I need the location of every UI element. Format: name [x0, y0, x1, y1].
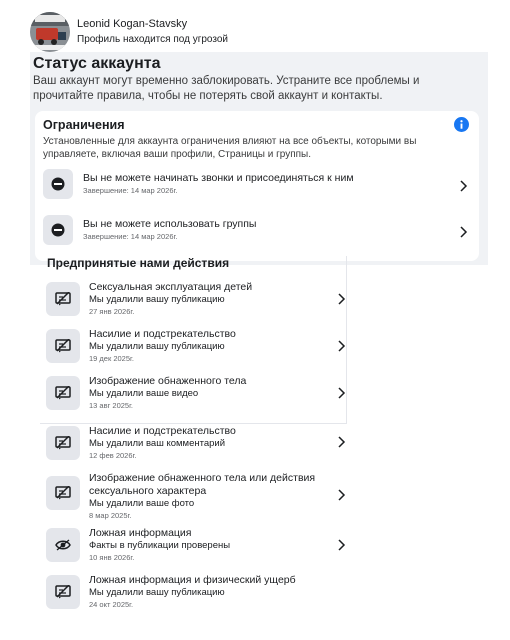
- profile-header: [30, 12, 490, 52]
- chevron-right-icon[interactable]: [337, 539, 346, 551]
- action-item[interactable]: [46, 375, 246, 411]
- section-divider-horizontal: [40, 423, 347, 424]
- avatar[interactable]: [30, 12, 70, 52]
- action-item-title: Ложная информация: [89, 527, 192, 539]
- chevron-right-icon[interactable]: [337, 293, 346, 305]
- no-entry-icon: [51, 177, 65, 191]
- removed-post-icon: [55, 585, 71, 599]
- action-item-subtitle: Мы удалили вашу публикацию: [89, 587, 225, 598]
- action-item-title: Изображение обнаженного тела или действия сексуального характера: [89, 472, 316, 497]
- action-item-subtitle: Мы удалили вашу публикацию: [89, 341, 225, 352]
- removed-post-icon: [55, 292, 71, 306]
- restrictions-card: [35, 111, 479, 261]
- removed-post-icon: [55, 436, 71, 450]
- action-item-date: 13 авг 2025г.: [89, 401, 133, 410]
- action-item[interactable]: [46, 527, 230, 563]
- account-status-description: Ваш аккаунт могут временно заблокировать. Устраните все проблемы и прочитайте правила, чтобы не потерять свой аккаунт и контакты.: [33, 75, 420, 102]
- action-item-title: Сексуальная эксплуатация детей: [89, 281, 253, 293]
- removed-post-icon: [55, 486, 71, 500]
- profile-name[interactable]: Leonid Kogan-Stavsky: [77, 18, 188, 30]
- action-item[interactable]: [46, 328, 236, 364]
- account-status-title: Статус аккаунта: [33, 55, 161, 72]
- restrictions-title: Ограничения: [43, 118, 125, 132]
- chevron-right-icon[interactable]: [459, 180, 468, 192]
- restriction-item-title: Вы не можете начинать звонки и присоединяться к ним: [83, 172, 354, 184]
- action-item-date: 12 фев 2026г.: [89, 451, 137, 460]
- action-item-date: 27 янв 2026г.: [89, 307, 135, 316]
- action-item[interactable]: [46, 574, 296, 610]
- action-item-subtitle: Факты в публикации проверены: [89, 540, 231, 551]
- fact-check-eye-icon: [55, 539, 71, 551]
- restriction-icon-bg: [43, 169, 73, 199]
- action-item-subtitle: Мы удалили ваш комментарий: [89, 438, 226, 449]
- action-item-title: Насилие и подстрекательство: [89, 425, 236, 437]
- restriction-item-groups[interactable]: [43, 215, 471, 245]
- removed-post-icon: [55, 339, 71, 353]
- action-item-date: 8 мар 2025г.: [89, 511, 132, 520]
- info-icon[interactable]: [454, 117, 469, 132]
- chevron-right-icon[interactable]: [459, 226, 468, 238]
- action-item-date: 10 янв 2026г.: [89, 553, 135, 562]
- action-item[interactable]: [46, 425, 236, 461]
- action-item[interactable]: [46, 472, 319, 521]
- restrictions-description: Установленные для аккаунта ограничения влияют на все объекты, которыми вы управляете, включая ваши профили, Страницы и группы.: [43, 136, 417, 160]
- restriction-item-date: Завершение: 14 мар 2026г.: [83, 186, 178, 195]
- action-item-date: 19 дек 2025г.: [89, 354, 134, 363]
- no-entry-icon: [51, 223, 65, 237]
- action-item-subtitle: Мы удалили ваше видео: [89, 388, 199, 399]
- chevron-right-icon[interactable]: [337, 340, 346, 352]
- action-item-subtitle: Мы удалили ваше фото: [89, 498, 195, 509]
- profile-status: Профиль находится под угрозой: [77, 34, 228, 45]
- restriction-icon-bg: [43, 215, 73, 245]
- actions-title: Предпринятые нами действия: [47, 256, 230, 270]
- section-divider-vertical: [346, 256, 347, 423]
- action-item-title: Ложная информация и физический ущерб: [89, 574, 296, 586]
- chevron-right-icon[interactable]: [337, 436, 346, 448]
- action-item-date: 24 окт 2025г.: [89, 600, 134, 609]
- chevron-right-icon[interactable]: [337, 387, 346, 399]
- restriction-item-date: Завершение: 14 мар 2026г.: [83, 232, 178, 241]
- chevron-right-icon[interactable]: [337, 489, 346, 501]
- removed-post-icon: [55, 386, 71, 400]
- action-item-subtitle: Мы удалили вашу публикацию: [89, 294, 225, 305]
- restriction-item-title: Вы не можете использовать группы: [83, 218, 257, 230]
- action-item-title: Изображение обнаженного тела: [89, 375, 247, 387]
- action-item-title: Насилие и подстрекательство: [89, 328, 236, 340]
- action-item[interactable]: [46, 281, 252, 317]
- restriction-item-calls[interactable]: [43, 169, 471, 199]
